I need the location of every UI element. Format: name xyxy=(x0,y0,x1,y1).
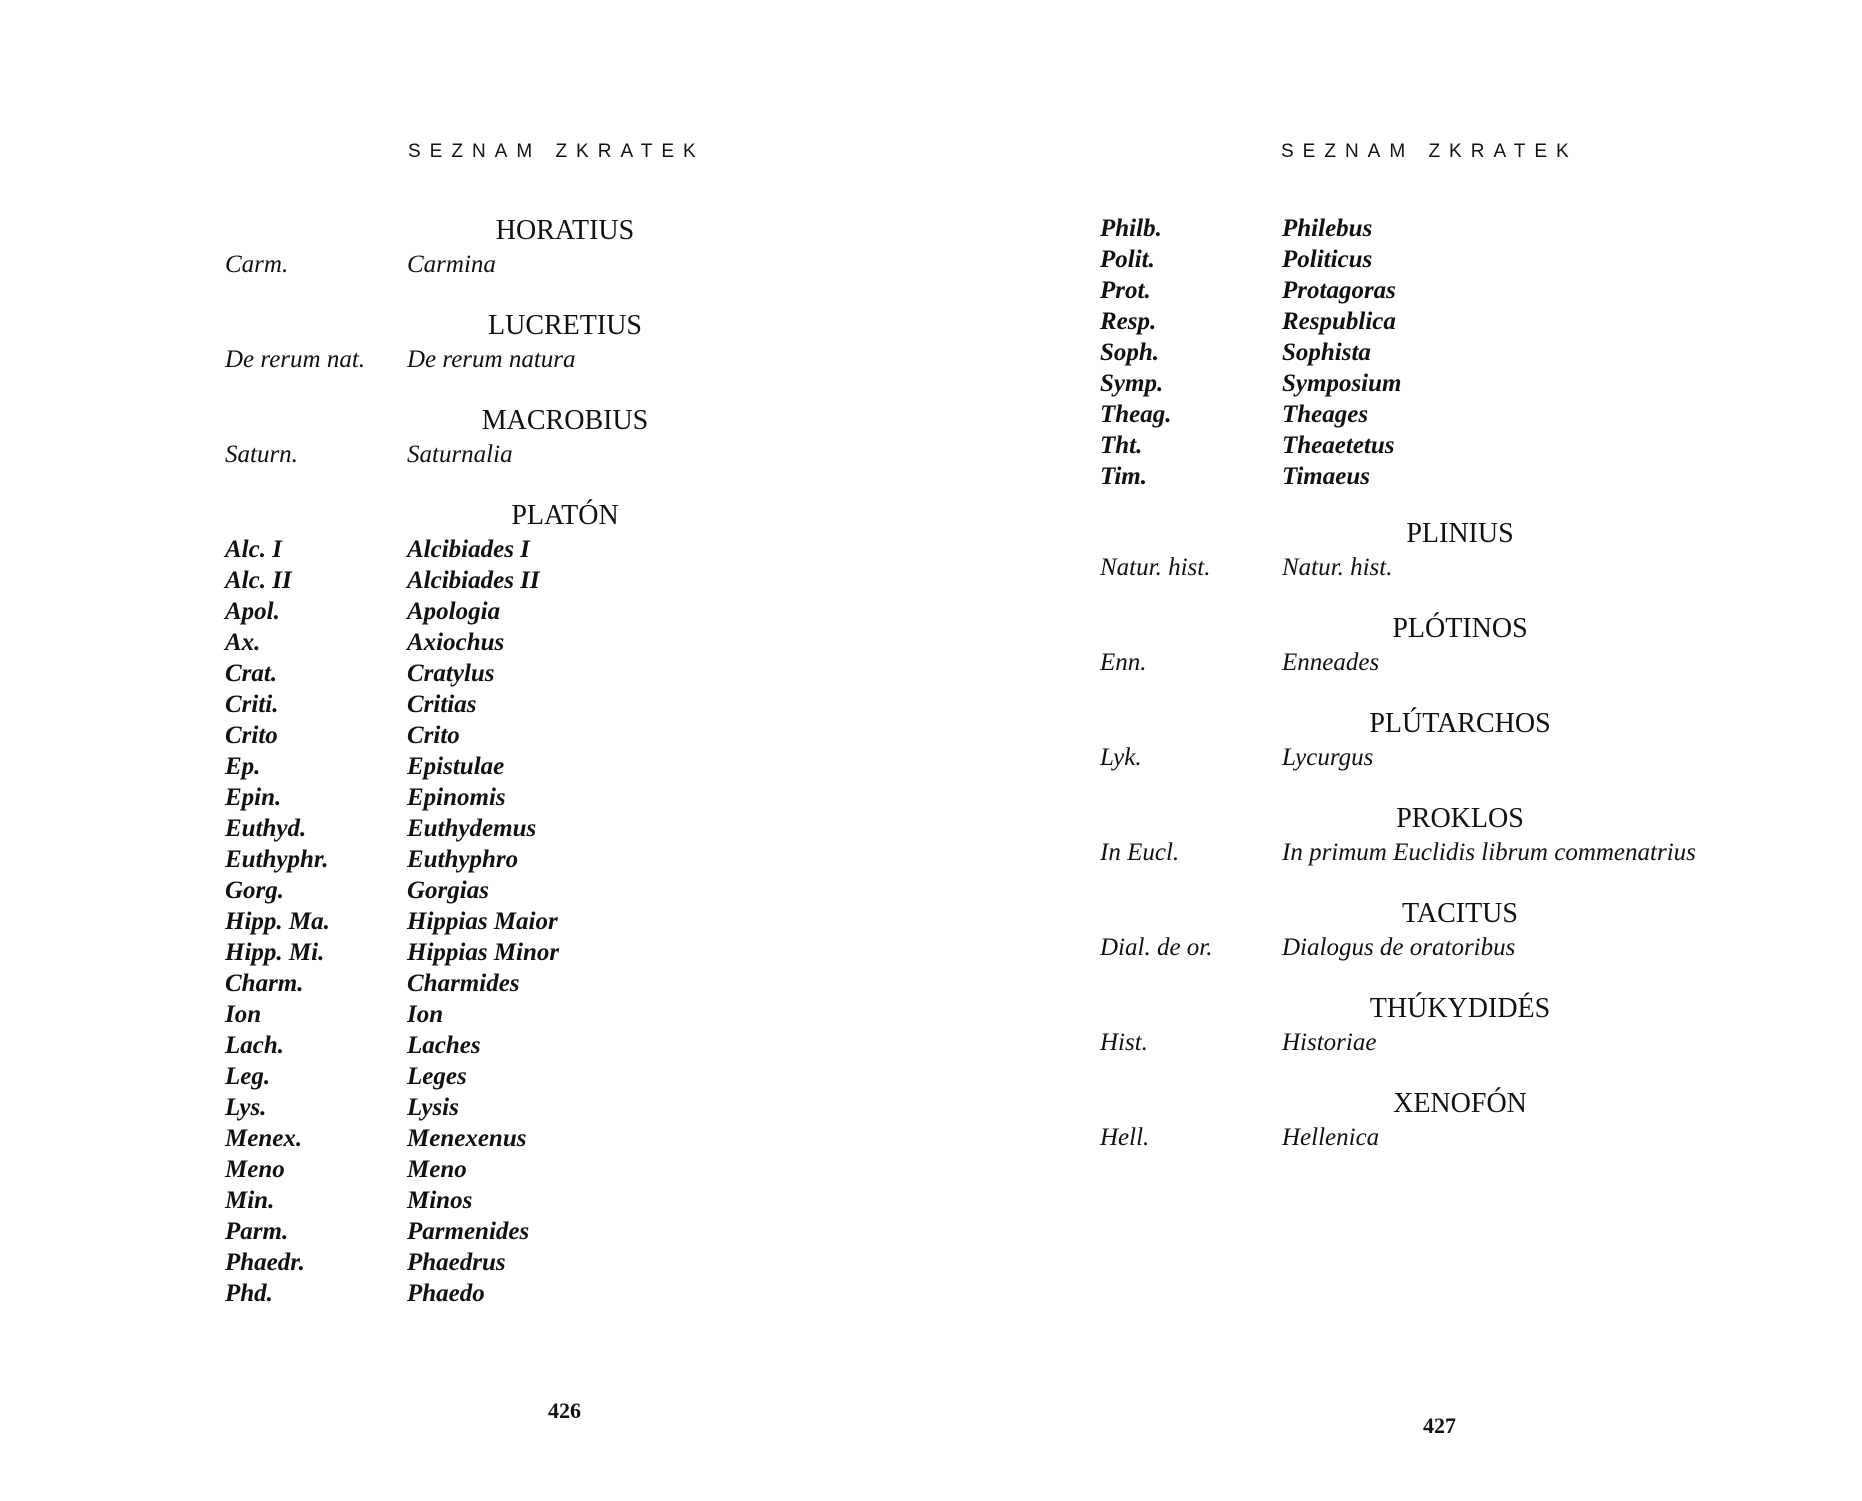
abbreviation: Hipp. Ma. xyxy=(225,908,330,935)
full-title: Saturnalia xyxy=(407,441,513,468)
list-item xyxy=(1100,244,1820,275)
author-heading: HORATIUS xyxy=(495,215,635,246)
full-title: Minos xyxy=(407,1187,473,1214)
full-title: Leges xyxy=(407,1063,467,1090)
full-title: Ion xyxy=(407,1001,444,1028)
list-item xyxy=(225,1247,875,1278)
list-item xyxy=(1100,275,1820,306)
abbreviation: Phaedr. xyxy=(225,1249,305,1276)
abbreviation: Tim. xyxy=(1100,463,1147,490)
abbreviation: Charm. xyxy=(225,970,304,997)
list-item xyxy=(225,344,875,375)
list-item xyxy=(225,596,875,627)
abbreviation: Ion xyxy=(225,1001,262,1028)
list-item xyxy=(1100,430,1820,461)
list-item xyxy=(1100,647,1820,678)
list-item xyxy=(225,937,875,968)
author-sections xyxy=(1100,516,1820,1153)
abbreviation: Leg. xyxy=(225,1063,271,1090)
full-title: Lycurgus xyxy=(1282,744,1374,771)
running-head: SEZNAM ZKRATEK xyxy=(408,141,705,162)
full-title: Meno xyxy=(407,1156,467,1183)
abbreviation: Apol. xyxy=(225,598,280,625)
full-title: Lysis xyxy=(407,1094,459,1121)
list-item xyxy=(225,534,875,565)
full-title: Epistulae xyxy=(407,753,505,780)
list-item xyxy=(225,999,875,1030)
spacer xyxy=(1100,492,1820,516)
right-page xyxy=(931,0,1862,1501)
full-title: Symposium xyxy=(1282,370,1402,397)
author-heading: LUCRETIUS xyxy=(488,310,642,341)
full-title: Euthyphro xyxy=(407,846,519,873)
author-heading: XENOFÓN xyxy=(1393,1088,1527,1119)
list-item xyxy=(225,751,875,782)
abbreviation: Philb. xyxy=(1100,215,1162,242)
abbreviation: In Eucl. xyxy=(1100,839,1180,866)
abbreviation: Polit. xyxy=(1100,246,1155,273)
full-title: De rerum natura xyxy=(407,346,576,373)
abbreviation: Tht. xyxy=(1100,432,1143,459)
abbreviation: Resp. xyxy=(1100,308,1157,335)
full-title: Phaedrus xyxy=(407,1249,506,1276)
list-item xyxy=(1100,461,1820,492)
page-number: 426 xyxy=(548,1398,581,1423)
full-title: Parmenides xyxy=(407,1218,530,1245)
list-item xyxy=(225,565,875,596)
list-item xyxy=(1100,837,1820,868)
abbreviation: Carm. xyxy=(225,251,289,278)
full-title: Gorgias xyxy=(407,877,489,904)
abbreviation: Crito xyxy=(225,722,278,749)
full-title: Critias xyxy=(407,691,477,718)
list-item xyxy=(225,875,875,906)
full-title: Theages xyxy=(1282,401,1369,428)
list-item xyxy=(225,968,875,999)
abbreviation: Symp. xyxy=(1100,370,1164,397)
abbreviation: Prot. xyxy=(1100,277,1151,304)
list-item xyxy=(1100,552,1820,583)
author-heading: TACITUS xyxy=(1402,898,1518,929)
full-title: Phaedo xyxy=(407,1280,485,1307)
full-title: Historiae xyxy=(1282,1029,1377,1056)
full-title: Charmides xyxy=(407,970,520,997)
abbreviation: Alc. I xyxy=(225,536,282,563)
full-title: Theaetetus xyxy=(1282,432,1395,459)
list-item xyxy=(225,844,875,875)
full-title: Sophista xyxy=(1282,339,1371,366)
list-item xyxy=(1100,399,1820,430)
abbreviation: Alc. II xyxy=(225,567,292,594)
full-title: Timaeus xyxy=(1282,463,1370,490)
full-title: Crito xyxy=(407,722,460,749)
abbreviation: Hist. xyxy=(1100,1029,1148,1056)
abbreviation: Saturn. xyxy=(225,441,298,468)
list-item xyxy=(225,813,875,844)
full-title: In primum Euclidis librum commenatrius xyxy=(1282,839,1696,866)
abbreviation: Crat. xyxy=(225,660,278,687)
abbreviation: Gorg. xyxy=(225,877,285,904)
full-title: Dialogus de oratoribus xyxy=(1282,934,1516,961)
list-item xyxy=(1100,1027,1820,1058)
abbreviation: Lach. xyxy=(225,1032,285,1059)
plato-entries-continued xyxy=(1100,213,1820,492)
abbreviation-list xyxy=(225,213,875,1309)
list-item xyxy=(1100,742,1820,773)
list-item xyxy=(1100,368,1820,399)
full-title: Menexenus xyxy=(407,1125,527,1152)
list-item xyxy=(225,1030,875,1061)
full-title: Laches xyxy=(407,1032,481,1059)
author-heading: PLÓTINOS xyxy=(1392,613,1528,644)
list-item xyxy=(225,1154,875,1185)
running-head: SEZNAM ZKRATEK xyxy=(1281,141,1578,162)
abbreviation: Soph. xyxy=(1100,339,1160,366)
author-heading: THÚKYDIDÉS xyxy=(1369,993,1551,1024)
abbreviation: Criti. xyxy=(225,691,279,718)
full-title: Hellenica xyxy=(1282,1124,1380,1151)
list-item xyxy=(225,1185,875,1216)
list-item xyxy=(1100,1122,1820,1153)
abbreviation: De rerum nat. xyxy=(225,346,366,373)
full-title: Hippias Minor xyxy=(407,939,560,966)
author-heading: PLATÓN xyxy=(511,500,619,531)
list-item xyxy=(225,439,875,470)
full-title: Apologia xyxy=(407,598,501,625)
full-title: Politicus xyxy=(1282,246,1373,273)
abbreviation: Hell. xyxy=(1100,1124,1150,1151)
abbreviation: Lys. xyxy=(225,1094,267,1121)
abbreviation: Parm. xyxy=(225,1218,289,1245)
full-title: Hippias Maior xyxy=(407,908,558,935)
full-title: Axiochus xyxy=(407,629,505,656)
list-item xyxy=(225,689,875,720)
abbreviation: Min. xyxy=(225,1187,275,1214)
plato-entries xyxy=(225,534,875,1309)
full-title: Euthydemus xyxy=(407,815,537,842)
list-item xyxy=(225,720,875,751)
abbreviation: Theag. xyxy=(1100,401,1172,428)
abbreviation: Lyk. xyxy=(1100,744,1142,771)
list-item xyxy=(225,658,875,689)
list-item xyxy=(225,1123,875,1154)
full-title: Alcibiades II xyxy=(407,567,540,594)
list-item xyxy=(225,1216,875,1247)
full-title: Epinomis xyxy=(407,784,506,811)
abbreviation: Menex. xyxy=(225,1125,303,1152)
list-item xyxy=(1100,213,1820,244)
full-title: Carmina xyxy=(407,251,496,278)
abbreviation: Dial. de or. xyxy=(1100,934,1213,961)
full-title: Alcibiades I xyxy=(407,536,530,563)
full-title: Protagoras xyxy=(1282,277,1396,304)
abbreviation: Ep. xyxy=(225,753,261,780)
abbreviation: Meno xyxy=(225,1156,285,1183)
list-item xyxy=(1100,337,1820,368)
abbreviation: Enn. xyxy=(1100,649,1147,676)
abbreviation: Natur. hist. xyxy=(1100,554,1211,581)
list-item xyxy=(225,1092,875,1123)
author-heading: PLÚTARCHOS xyxy=(1369,708,1551,739)
author-heading: PROKLOS xyxy=(1396,803,1524,834)
full-title: Enneades xyxy=(1282,649,1380,676)
author-heading: PLINIUS xyxy=(1406,518,1514,549)
full-title: Cratylus xyxy=(407,660,495,687)
abbreviation: Hipp. Mi. xyxy=(225,939,325,966)
list-item xyxy=(225,1278,875,1309)
list-item xyxy=(1100,306,1820,337)
full-title: Natur. hist. xyxy=(1282,554,1393,581)
abbreviation: Epin. xyxy=(225,784,282,811)
list-item xyxy=(225,782,875,813)
list-item xyxy=(225,627,875,658)
abbreviation: Phd. xyxy=(225,1280,273,1307)
list-item xyxy=(225,1061,875,1092)
full-title: Respublica xyxy=(1282,308,1396,335)
abbreviation-list xyxy=(1100,213,1820,1153)
list-item xyxy=(225,249,875,280)
list-item xyxy=(1100,932,1820,963)
full-title: Philebus xyxy=(1282,215,1373,242)
abbreviation: Euthyphr. xyxy=(225,846,329,873)
abbreviation: Euthyd. xyxy=(225,815,307,842)
page-number: 427 xyxy=(1423,1413,1456,1438)
abbreviation: Ax. xyxy=(225,629,261,656)
list-item xyxy=(225,906,875,937)
author-heading: MACROBIUS xyxy=(481,405,649,436)
